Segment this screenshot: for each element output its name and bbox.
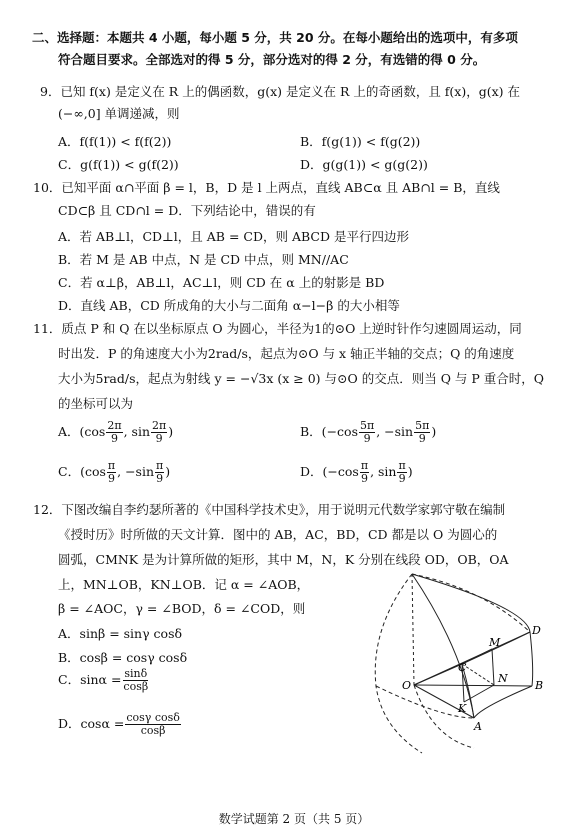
q11-option-c: C．(cos $\frac{\pi}{9}$ , −sin $\frac{\pi}{9}$ ) xyxy=(58,459,171,485)
q11-option-d: D．(−cos $\frac{\pi}{9}$ , sin $\frac{\pi}{9}$ ) xyxy=(300,459,413,485)
dashed-arc-left xyxy=(375,574,422,753)
q11-stem-line2: 时出发．P 的角速度大小为2rad/s，起点为⊙O 与 x 轴正半轴的交点；Q 的角速度 xyxy=(58,346,515,361)
q10-stem-line2: CD⊂β 且 CD∩l = D．下列结论中，错误的有 xyxy=(58,203,316,218)
q10-stem-line1: 10．已知平面 α∩平面 β = l，B，D 是 l 上两点，直线 AB⊂α 且 AB∩l = B，直线 xyxy=(33,180,500,195)
label-b: B xyxy=(535,679,544,692)
line-cm xyxy=(462,649,492,664)
label-d: D xyxy=(532,624,541,637)
q11-option-a: A．(cos $\frac{2\pi}{9}$ , sin $\frac{2\pi}{9}$ ) xyxy=(58,419,174,445)
q9-stem-line1: 9．已知 f(x) 是定义在 R 上的偶函数，g(x) 是定义在 R 上的奇函数，且 f(x)，g(x) 在 xyxy=(40,84,521,99)
q11-stem-line1: 11．质点 P 和 Q 在以坐标原点 O 为圆心，半径为1的⊙O 上逆时针作匀速圆周运动，同 xyxy=(33,321,522,336)
q10-option-b: B．若 M 是 AB 中点，N 是 CD 中点，则 MN//AC xyxy=(58,252,349,267)
q12-option-c: C．sinα = $\frac{\sin\delta}{\cos\beta}$ xyxy=(58,667,149,693)
q12-option-d: D．cosα = $\frac{\text{cosγ cosδ}}{\cos\beta}$ xyxy=(58,711,180,737)
label-c: C xyxy=(458,661,467,674)
arc-ab xyxy=(474,686,532,718)
arc-db xyxy=(530,632,533,686)
geometry-figure xyxy=(362,568,562,758)
dashed-bottom-arc xyxy=(414,685,474,748)
label-o: O xyxy=(402,679,412,692)
label-m: M xyxy=(489,636,501,649)
q10-option-c: C．若 α⊥β，AB⊥l，AC⊥l，则 CD 在 α 上的射影是 BD xyxy=(58,275,385,290)
line-ob xyxy=(414,685,532,686)
q9-option-a: A．f(f(1)) < f(f(2)) xyxy=(58,134,172,149)
page-footer: 数学试题第 2 页（共 5 页） xyxy=(218,812,370,826)
q12-option-b: B．cosβ = cosγ cosδ xyxy=(58,650,188,665)
q12-option-a: A．sinβ = sinγ cosδ xyxy=(58,626,183,641)
q12-stem-line1: 12．下图改编自李约瑟所著的《中国科学技术史》，用于说明元代数学家郭守敬在编制 xyxy=(33,502,506,517)
q12-stem-line5: β = ∠AOC，γ = ∠BOD，δ = ∠COD，则 xyxy=(58,601,306,616)
q11-stem-line3: 大小为5rad/s，起点为射线 y = −√3x (x ≥ 0) 与⊙O 的交点．则当 Q 与 P 重合时，Q xyxy=(58,371,545,386)
section-header-line1: 二、选择题：本题共 4 小题，每小题 5 分，共 20 分。在每小题给出的选项中，有多项 xyxy=(32,30,518,45)
dashed-axis xyxy=(412,574,414,685)
label-a: A xyxy=(474,720,482,733)
line-mn xyxy=(492,649,494,685)
q11-stem-line4: 的坐标可以为 xyxy=(58,396,134,411)
q9-option-d: D．g(g(1)) < g(g(2)) xyxy=(300,157,428,172)
q12-stem-line4: 上，MN⊥OB，KN⊥OB．记 α = ∠AOB， xyxy=(58,577,310,592)
label-k: K xyxy=(458,702,467,715)
q9-stem-line2: (−∞,0] 单调递减，则 xyxy=(58,106,180,121)
q10-option-d: D．直线 AB，CD 所成角的大小与二面角 α−l−β 的大小相等 xyxy=(58,298,400,313)
q9-option-c: C．g(f(1)) < g(f(2)) xyxy=(58,157,179,172)
arc-center xyxy=(412,574,474,718)
label-n: N xyxy=(498,672,508,685)
line-oc xyxy=(414,664,462,685)
q10-option-a: A．若 AB⊥l，CD⊥l，且 AB = CD，则 ABCD 是平行四边形 xyxy=(58,229,409,244)
q9-option-b: B．f(g(1)) < f(g(2)) xyxy=(300,134,421,149)
q12-stem-line3: 圆弧，CMNK 是为计算所做的矩形，其中 M，N，K 分别在线段 OD，OB，OA xyxy=(58,552,509,567)
q11-option-b: B．(−cos $\frac{5\pi}{9}$ , −sin $\frac{5\pi}{9}$ ) xyxy=(300,419,437,445)
q12-stem-line2: 《授时历》时所做的天文计算．图中的 AB，AC，BD，CD 都是以 O 为圆心的 xyxy=(58,527,498,542)
section-header-line2: 符合题目要求。全部选对的得 5 分，部分选对的得 2 分，有选错的得 0 分。 xyxy=(58,52,486,67)
